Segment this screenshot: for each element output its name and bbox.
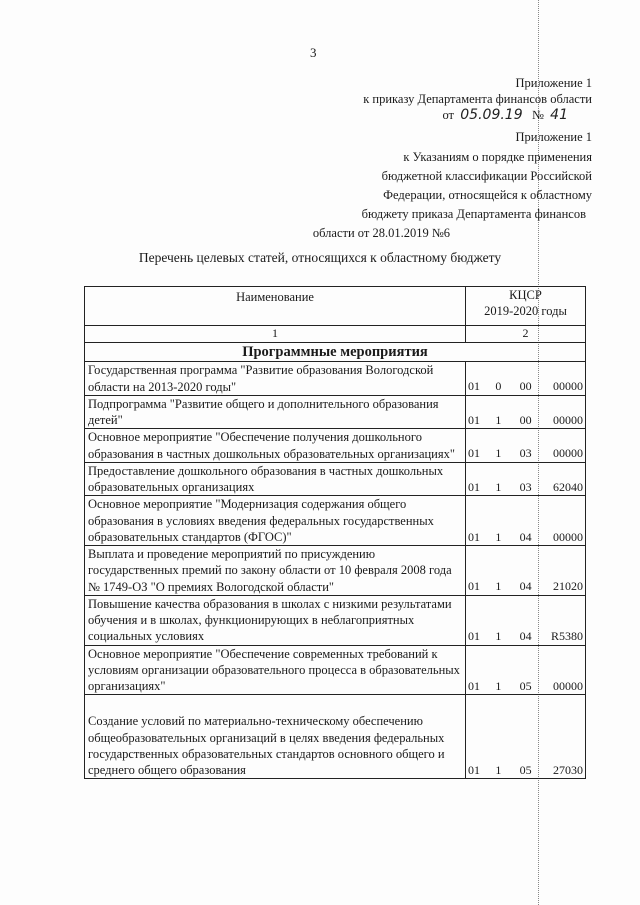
row-code: 01 1 04 21020 (466, 546, 586, 596)
appendix2-line: Федерации, относящейся к областному (383, 188, 592, 202)
column-header-code (466, 287, 586, 326)
table-row (85, 595, 586, 645)
row-name: Создание условий по материально-техническому обеспечению общеобразовательных организаций в целях введения федеральных государственных образовательных стандартов основного общего и среднего общего образования (85, 695, 466, 779)
appendix1-order-line: к приказу Департамента финансов области (363, 92, 592, 106)
budget-items-table (84, 286, 586, 779)
row-name: Подпрограмма "Развитие общего и дополнительного образования детей" (85, 395, 466, 429)
appendix1-from-label: от (442, 108, 455, 122)
appendix1-date: 05.09.19 (460, 107, 523, 123)
section-title: Программные мероприятия (85, 342, 586, 362)
table-row (85, 645, 586, 695)
table-row (85, 462, 586, 496)
table-row (85, 395, 586, 429)
row-code: 01 1 04 R5380 (466, 595, 586, 645)
row-code: 01 1 03 62040 (466, 462, 586, 496)
appendix1-date-line (442, 107, 568, 123)
table-row (85, 429, 586, 463)
row-name: Выплата и проведение мероприятий по присуждению государственных премий по закону области от 10 февраля 2008 года № 1749-ОЗ "О премиях Вологодской области" (85, 546, 466, 596)
column-header-code-title: КЦСР (509, 288, 542, 302)
row-name: Государственная программа "Развитие образования Вологодской области на 2013-2020 годы" (85, 362, 466, 396)
table-row (85, 496, 586, 546)
appendix2-line: области от 28.01.2019 №6 (312, 226, 450, 240)
row-code: 01 1 05 27030 (466, 695, 586, 779)
row-name: Предоставление дошкольного образования в частных дошкольных образовательных организациях (85, 462, 466, 496)
table-row (85, 695, 586, 779)
row-name: Основное мероприятие "Модернизация содержания общего образования в условиях введения федеральных государственных образовательных стандартов (ФГОС)" (85, 496, 466, 546)
appendix2-line: бюджету приказа Департамента финансов (361, 207, 586, 221)
appendix1-number: 41 (550, 107, 568, 123)
appendix2-line: к Указаниям о порядке применения (403, 150, 592, 164)
row-name: Основное мероприятие "Обеспечение получения дошкольного образования в частных дошкольных образовательных организациях" (85, 429, 466, 463)
row-code: 01 1 05 00000 (466, 645, 586, 695)
row-code: 01 0 00 00000 (466, 362, 586, 396)
column-number: 2 (466, 326, 586, 343)
column-number-row (85, 326, 586, 343)
row-name: Повышение качества образования в школах с низкими результатами обучения и в школах, функционирующих в неблагоприятных социальных условиях (85, 595, 466, 645)
appendix2-title: Приложение 1 (515, 130, 592, 144)
appendix2-line: бюджетной классификации Российской (381, 169, 592, 183)
column-number: 1 (85, 326, 466, 343)
appendix1-title: Приложение 1 (515, 76, 592, 90)
appendix1-number-label: № (531, 108, 544, 122)
table-row (85, 546, 586, 596)
table-header-row (85, 287, 586, 326)
table-row (85, 362, 586, 396)
column-header-name: Наименование (85, 287, 466, 326)
row-code: 01 1 03 00000 (466, 429, 586, 463)
column-header-code-years: 2019-2020 годы (484, 304, 567, 319)
section-title-row (85, 342, 586, 362)
row-code: 01 1 00 00000 (466, 395, 586, 429)
document-title: Перечень целевых статей, относящихся к областному бюджету (138, 250, 502, 265)
page-number: 3 (310, 45, 317, 60)
row-code: 01 1 04 00000 (466, 496, 586, 546)
row-name: Основное мероприятие "Обеспечение современных требований к условиям организации образовательного процесса в образовательных организациях" (85, 645, 466, 695)
